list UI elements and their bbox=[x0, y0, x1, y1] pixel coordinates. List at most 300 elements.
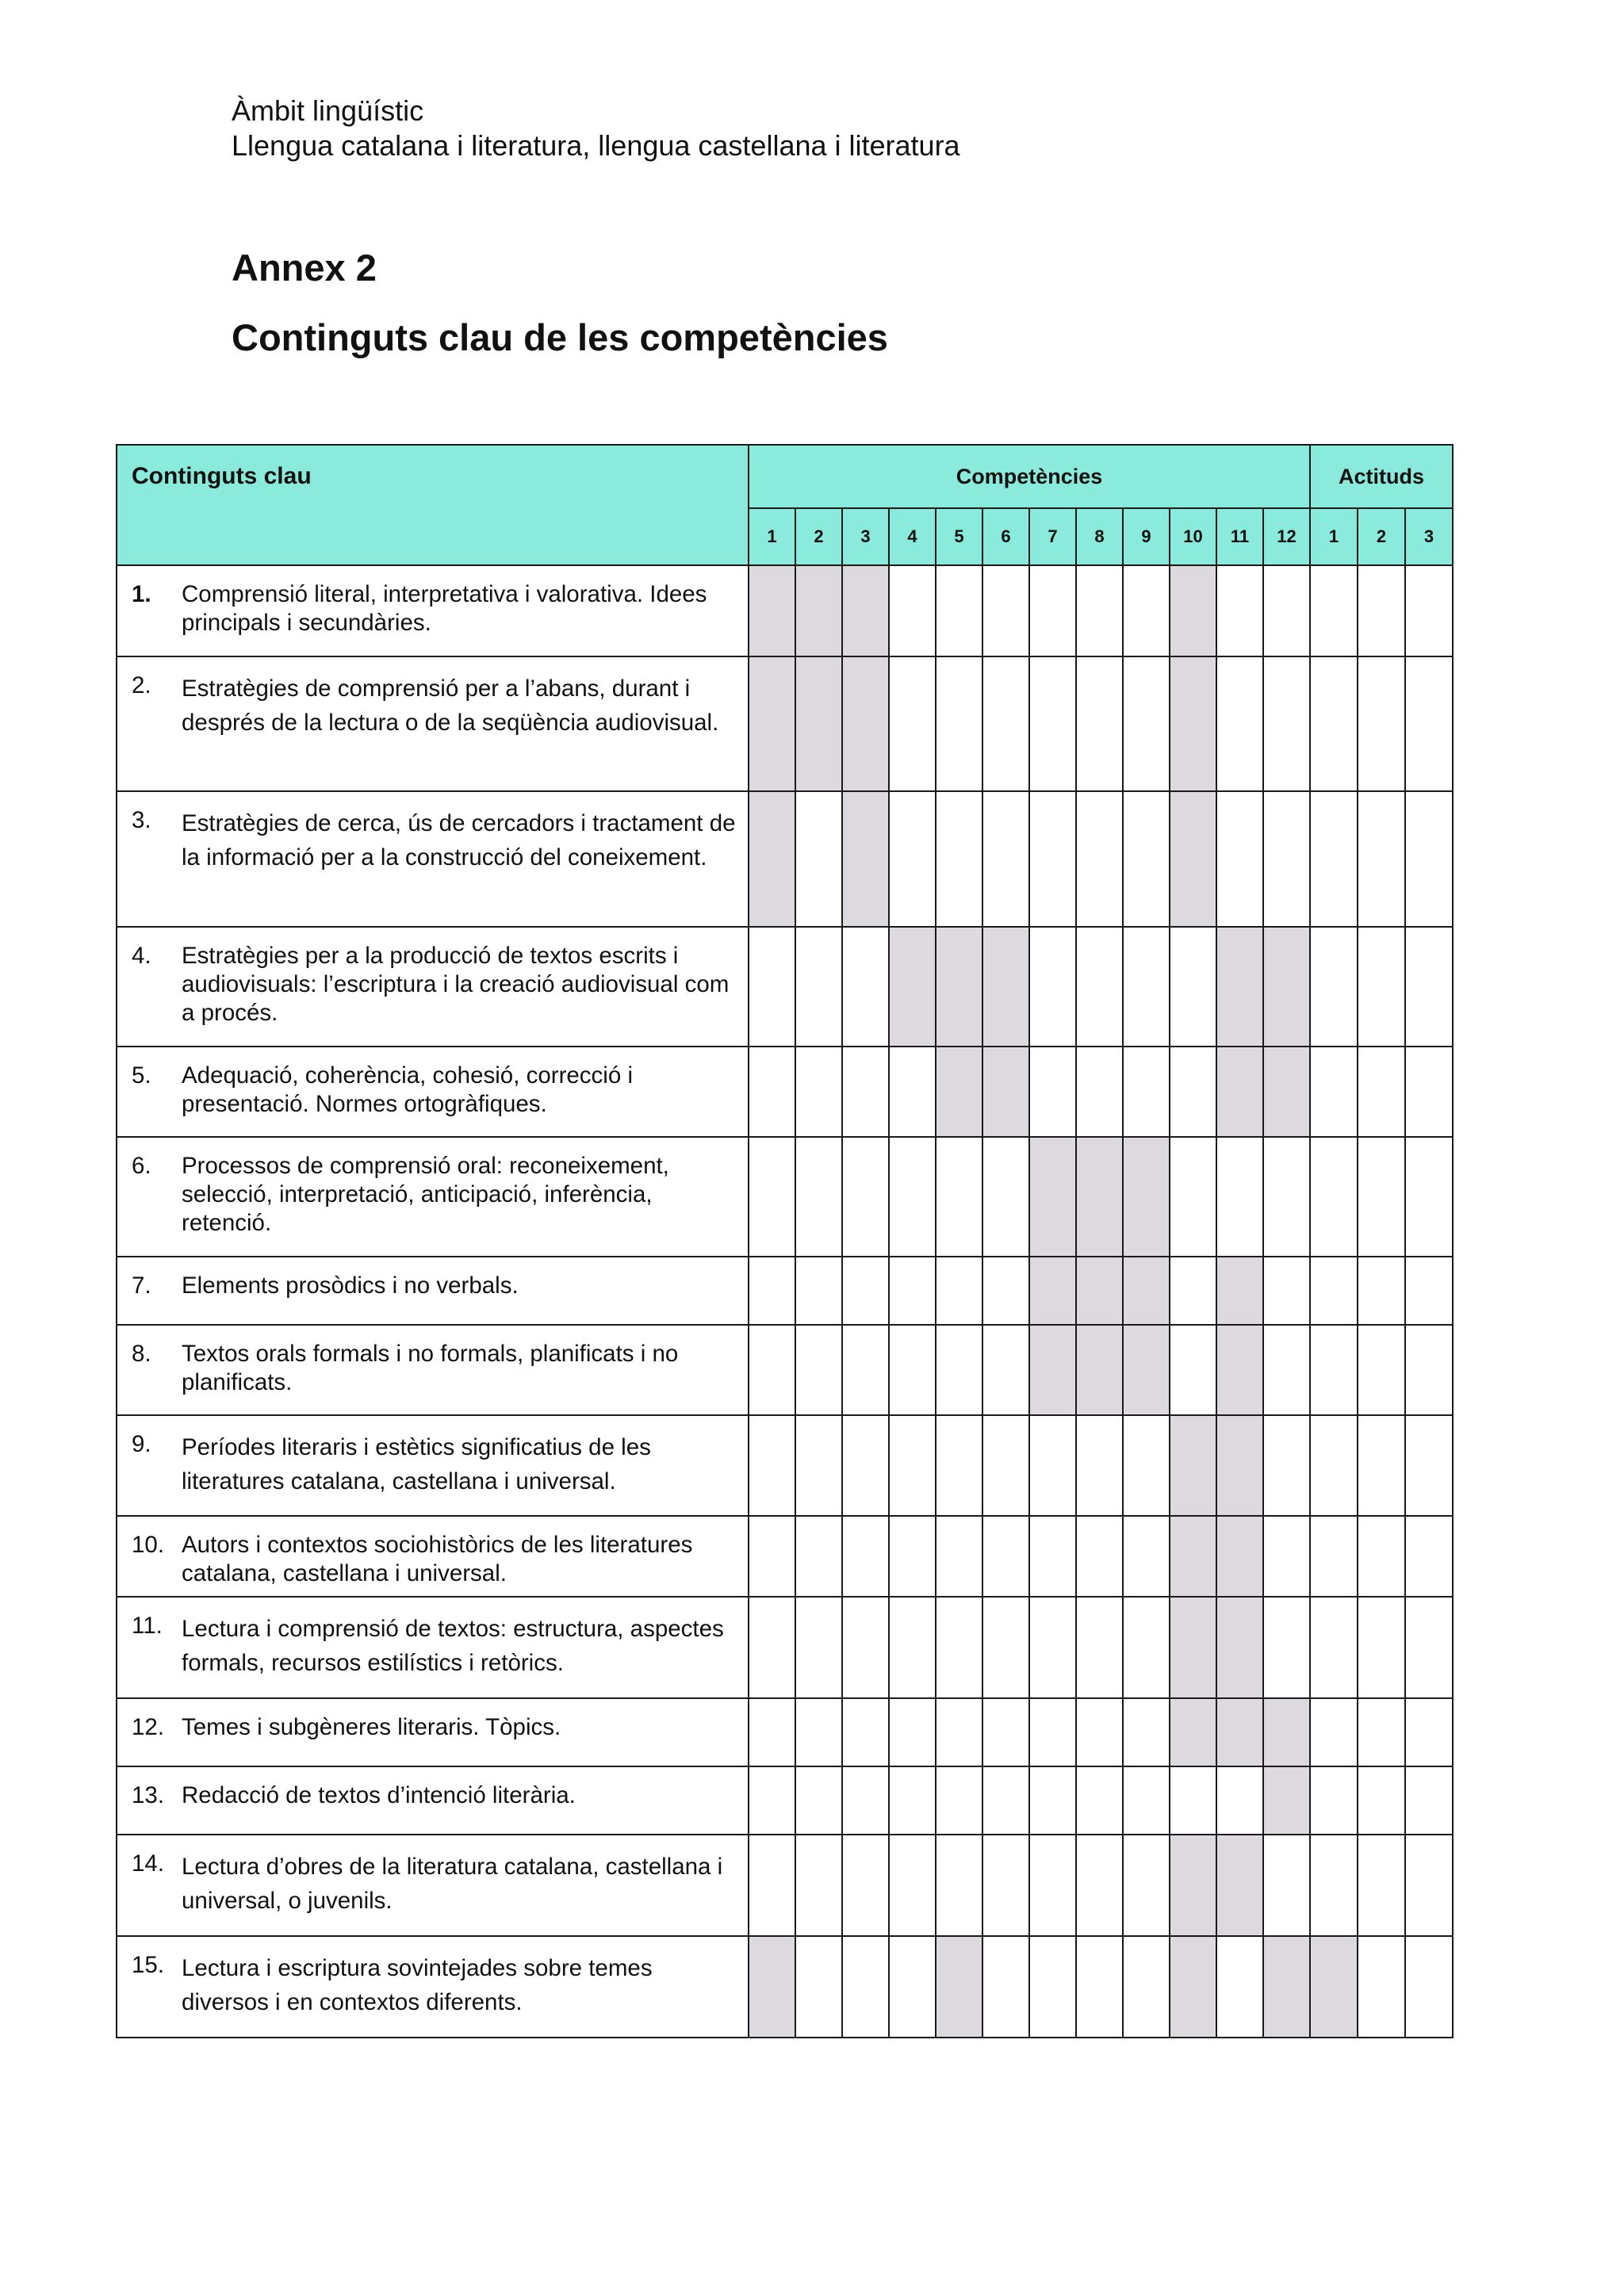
content-item-cell bbox=[117, 1597, 749, 1698]
competency-cell-empty bbox=[1029, 927, 1076, 1047]
competency-cell-empty bbox=[1216, 565, 1263, 656]
attitude-cell-empty bbox=[1405, 565, 1453, 656]
attitude-cell-empty bbox=[1358, 1047, 1405, 1137]
competency-cell-empty bbox=[1170, 1766, 1216, 1835]
competency-cell-empty bbox=[795, 927, 842, 1047]
competency-cell-marked bbox=[1029, 1137, 1076, 1257]
competency-cell-empty bbox=[1076, 1936, 1123, 2038]
competency-cell-marked bbox=[1216, 1516, 1263, 1597]
competency-cell-empty bbox=[889, 1766, 936, 1835]
attitude-cell-empty bbox=[1310, 1597, 1358, 1698]
competency-cell-empty bbox=[749, 1257, 795, 1325]
competency-number-header: 4 bbox=[889, 508, 936, 565]
competency-cell-marked bbox=[749, 1936, 795, 2038]
attitude-cell-empty bbox=[1310, 1835, 1358, 1936]
competency-cell-empty bbox=[1216, 1936, 1263, 2038]
competency-cell-marked bbox=[1170, 1936, 1216, 2038]
competency-cell-empty bbox=[749, 1597, 795, 1698]
competency-cell-empty bbox=[795, 1597, 842, 1698]
content-item-cell bbox=[117, 1257, 749, 1325]
competency-cell-empty bbox=[889, 791, 936, 927]
competency-cell-empty bbox=[889, 1047, 936, 1137]
competency-cell-empty bbox=[1123, 791, 1170, 927]
table-row bbox=[117, 1835, 1453, 1936]
attitude-cell-empty bbox=[1405, 1698, 1453, 1766]
competency-cell-empty bbox=[842, 927, 889, 1047]
competency-cell-empty bbox=[936, 791, 982, 927]
area-label: Àmbit lingüístic bbox=[232, 94, 424, 127]
competency-cell-marked bbox=[936, 1936, 982, 2038]
competency-cell-empty bbox=[936, 1766, 982, 1835]
competency-number-header: 3 bbox=[842, 508, 889, 565]
competency-cell-marked bbox=[1029, 1257, 1076, 1325]
content-item-cell bbox=[117, 791, 749, 927]
competency-cell-empty bbox=[1029, 565, 1076, 656]
competency-cell-empty bbox=[1076, 656, 1123, 791]
content-item-cell bbox=[117, 1766, 749, 1835]
item-number: 9. bbox=[132, 1431, 151, 1457]
competency-cell-empty bbox=[1170, 1047, 1216, 1137]
competency-cell-empty bbox=[1029, 1415, 1076, 1516]
competency-cell-empty bbox=[1216, 1766, 1263, 1835]
competency-cell-empty bbox=[1076, 1597, 1123, 1698]
competency-cell-empty bbox=[749, 1415, 795, 1516]
competency-cell-empty bbox=[749, 1698, 795, 1766]
item-text: Adequació, coherència, cohesió, correcció i presentació. Normes ortogràfiques. bbox=[182, 1062, 634, 1117]
table-body bbox=[117, 565, 1453, 2038]
competency-cell-empty bbox=[1029, 1516, 1076, 1597]
competency-cell-marked bbox=[842, 656, 889, 791]
attitude-cell-empty bbox=[1358, 1257, 1405, 1325]
attitude-cell-empty bbox=[1358, 1936, 1405, 2038]
competency-cell-empty bbox=[936, 565, 982, 656]
competency-cell-marked bbox=[1216, 1415, 1263, 1516]
content-item-cell bbox=[117, 1137, 749, 1257]
item-number: 3. bbox=[132, 807, 151, 833]
competency-cell-empty bbox=[982, 1516, 1029, 1597]
competency-cell-empty bbox=[982, 1597, 1029, 1698]
table-row bbox=[117, 1597, 1453, 1698]
competency-cell-empty bbox=[889, 1516, 936, 1597]
competency-cell-empty bbox=[982, 1325, 1029, 1415]
competency-cell-empty bbox=[889, 1698, 936, 1766]
competency-cell-empty bbox=[749, 1047, 795, 1137]
competency-cell-marked bbox=[1170, 1415, 1216, 1516]
competency-cell-marked bbox=[1216, 1047, 1263, 1137]
competency-cell-empty bbox=[1216, 791, 1263, 927]
attitude-cell-empty bbox=[1310, 1257, 1358, 1325]
competencies-header: Competències bbox=[749, 445, 1310, 508]
competency-cell-empty bbox=[795, 1698, 842, 1766]
competency-cell-empty bbox=[1123, 1766, 1170, 1835]
attitude-cell-empty bbox=[1358, 1415, 1405, 1516]
competency-cell-marked bbox=[749, 656, 795, 791]
attitude-cell-empty bbox=[1405, 1047, 1453, 1137]
competency-cell-empty bbox=[842, 1047, 889, 1137]
competency-cell-empty bbox=[982, 656, 1029, 791]
competency-cell-empty bbox=[889, 1936, 936, 2038]
item-number: 4. bbox=[132, 943, 151, 969]
competency-cell-empty bbox=[1170, 1137, 1216, 1257]
attitude-cell-empty bbox=[1358, 1137, 1405, 1257]
competency-cell-marked bbox=[1029, 1325, 1076, 1415]
competency-cell-marked bbox=[1263, 1698, 1310, 1766]
attitude-cell-empty bbox=[1405, 1936, 1453, 2038]
item-text: Textos orals formals i no formals, planificats i no planificats. bbox=[182, 1341, 679, 1395]
competency-cell-empty bbox=[889, 1257, 936, 1325]
competency-cell-empty bbox=[982, 1698, 1029, 1766]
attitude-cell-empty bbox=[1310, 1698, 1358, 1766]
table-row bbox=[117, 565, 1453, 656]
competency-cell-empty bbox=[1123, 1047, 1170, 1137]
attitude-cell-empty bbox=[1358, 1698, 1405, 1766]
competency-number-header: 6 bbox=[982, 508, 1029, 565]
competency-cell-empty bbox=[1076, 927, 1123, 1047]
attitude-cell-empty bbox=[1405, 927, 1453, 1047]
item-text: Lectura i escriptura sovintejades sobre temes diversos i en contextos diferents. bbox=[182, 1955, 653, 2015]
item-number: 5. bbox=[132, 1062, 151, 1089]
competency-cell-marked bbox=[1216, 1325, 1263, 1415]
competency-cell-empty bbox=[1123, 565, 1170, 656]
competency-cell-empty bbox=[795, 1047, 842, 1137]
competency-cell-empty bbox=[936, 1137, 982, 1257]
competency-cell-marked bbox=[1123, 1325, 1170, 1415]
attitude-cell-empty bbox=[1405, 1257, 1453, 1325]
competency-cell-empty bbox=[1076, 1415, 1123, 1516]
competency-cell-marked bbox=[795, 656, 842, 791]
competency-cell-empty bbox=[889, 1137, 936, 1257]
competency-cell-empty bbox=[1029, 1936, 1076, 2038]
competency-cell-empty bbox=[1123, 1835, 1170, 1936]
table-row bbox=[117, 1698, 1453, 1766]
competency-cell-marked bbox=[1216, 1835, 1263, 1936]
competency-cell-empty bbox=[1029, 1835, 1076, 1936]
competency-cell-marked bbox=[1216, 1257, 1263, 1325]
competency-cell-empty bbox=[1076, 791, 1123, 927]
competency-cell-marked bbox=[1263, 1047, 1310, 1137]
item-text: Lectura d’obres de la literatura catalana, castellana i universal, o juvenils. bbox=[182, 1854, 723, 1914]
competency-number-header: 5 bbox=[936, 508, 982, 565]
competency-cell-marked bbox=[1076, 1137, 1123, 1257]
competency-cell-empty bbox=[936, 1516, 982, 1597]
attitude-cell-empty bbox=[1358, 1766, 1405, 1835]
attitude-cell-empty bbox=[1358, 565, 1405, 656]
competency-cell-marked bbox=[1170, 656, 1216, 791]
competency-number-header: 12 bbox=[1263, 508, 1310, 565]
competency-cell-empty bbox=[982, 1415, 1029, 1516]
table-row bbox=[117, 1936, 1453, 2038]
content-item-cell bbox=[117, 565, 749, 656]
competency-cell-empty bbox=[842, 1766, 889, 1835]
competency-cell-marked bbox=[1263, 1936, 1310, 2038]
content-item-cell bbox=[117, 1047, 749, 1137]
table-row bbox=[117, 927, 1453, 1047]
competency-cell-empty bbox=[889, 565, 936, 656]
item-number: 15. bbox=[132, 1952, 165, 1978]
competency-cell-empty bbox=[842, 1698, 889, 1766]
attitude-cell-empty bbox=[1405, 1415, 1453, 1516]
attitude-cell-empty bbox=[1310, 1047, 1358, 1137]
item-number: 8. bbox=[132, 1341, 151, 1367]
attitude-cell-empty bbox=[1405, 1325, 1453, 1415]
page-title: Continguts clau de les competències bbox=[232, 316, 888, 358]
competency-cell-empty bbox=[889, 1597, 936, 1698]
competency-cell-empty bbox=[982, 1766, 1029, 1835]
competency-cell-empty bbox=[1076, 1766, 1123, 1835]
item-number: 1. bbox=[132, 581, 151, 607]
content-item-cell bbox=[117, 1936, 749, 2038]
table-row bbox=[117, 1257, 1453, 1325]
competency-cell-marked bbox=[1123, 1257, 1170, 1325]
competency-cell-empty bbox=[982, 1835, 1029, 1936]
competency-cell-marked bbox=[1076, 1325, 1123, 1415]
competency-cell-empty bbox=[982, 791, 1029, 927]
attitude-cell-empty bbox=[1358, 791, 1405, 927]
competency-cell-empty bbox=[842, 1325, 889, 1415]
table-row bbox=[117, 656, 1453, 791]
competency-cell-empty bbox=[842, 1137, 889, 1257]
item-number: 12. bbox=[132, 1714, 165, 1740]
attitude-cell-empty bbox=[1405, 1137, 1453, 1257]
competency-cell-empty bbox=[889, 1835, 936, 1936]
attitude-cell-empty bbox=[1310, 1766, 1358, 1835]
item-text: Lectura i comprensió de textos: estructura, aspectes formals, recursos estilístics i retòrics. bbox=[182, 1616, 724, 1676]
competency-cell-marked bbox=[1170, 1597, 1216, 1698]
attitude-cell-empty bbox=[1405, 1597, 1453, 1698]
competency-cell-empty bbox=[1123, 1597, 1170, 1698]
competency-cell-marked bbox=[1216, 1698, 1263, 1766]
item-number: 2. bbox=[132, 672, 151, 698]
competency-cell-empty bbox=[1123, 656, 1170, 791]
competency-cell-empty bbox=[1029, 1766, 1076, 1835]
col-title-header: Continguts clau bbox=[117, 445, 749, 565]
content-item-cell bbox=[117, 1325, 749, 1415]
competency-cell-empty bbox=[1170, 1257, 1216, 1325]
attitude-cell-empty bbox=[1310, 1516, 1358, 1597]
competency-cell-marked bbox=[1123, 1137, 1170, 1257]
attitude-cell-empty bbox=[1358, 1325, 1405, 1415]
competency-cell-marked bbox=[1216, 1597, 1263, 1698]
competency-cell-empty bbox=[1123, 1698, 1170, 1766]
item-text: Elements prosòdics i no verbals. bbox=[182, 1272, 519, 1299]
item-number: 13. bbox=[132, 1782, 165, 1808]
competency-cell-empty bbox=[795, 1325, 842, 1415]
attitude-cell-empty bbox=[1310, 656, 1358, 791]
competency-cell-empty bbox=[889, 1415, 936, 1516]
competency-cell-empty bbox=[1263, 656, 1310, 791]
competency-cell-marked bbox=[982, 1047, 1029, 1137]
competency-cell-marked bbox=[1263, 927, 1310, 1047]
attitude-cell-empty bbox=[1405, 791, 1453, 927]
table-row bbox=[117, 1325, 1453, 1415]
competency-cell-empty bbox=[936, 1325, 982, 1415]
competency-cell-empty bbox=[1263, 1325, 1310, 1415]
attitude-cell-empty bbox=[1310, 927, 1358, 1047]
attitude-cell-empty bbox=[1358, 656, 1405, 791]
competency-cell-marked bbox=[982, 927, 1029, 1047]
table-row bbox=[117, 1047, 1453, 1137]
item-text: Temes i subgèneres literaris. Tòpics. bbox=[182, 1714, 561, 1740]
attitude-cell-empty bbox=[1358, 1516, 1405, 1597]
competency-cell-empty bbox=[749, 1516, 795, 1597]
competency-cell-empty bbox=[749, 1766, 795, 1835]
competency-cell-empty bbox=[749, 1325, 795, 1415]
competency-cell-empty bbox=[1123, 1415, 1170, 1516]
competency-number-header: 7 bbox=[1029, 508, 1076, 565]
competency-number-header: 2 bbox=[795, 508, 842, 565]
competency-cell-marked bbox=[936, 927, 982, 1047]
attitude-cell-empty bbox=[1405, 1835, 1453, 1936]
competency-cell-empty bbox=[1123, 1516, 1170, 1597]
competency-cell-empty bbox=[749, 1137, 795, 1257]
document-header bbox=[232, 94, 960, 163]
item-number: 6. bbox=[132, 1153, 151, 1179]
competency-cell-empty bbox=[1123, 927, 1170, 1047]
attitudes-header: Actituds bbox=[1310, 445, 1453, 508]
competency-cell-empty bbox=[1076, 565, 1123, 656]
competency-cell-marked bbox=[749, 565, 795, 656]
competency-cell-marked bbox=[1170, 1835, 1216, 1936]
competency-cell-empty bbox=[795, 791, 842, 927]
competency-cell-marked bbox=[889, 927, 936, 1047]
competency-cell-empty bbox=[842, 1415, 889, 1516]
competency-cell-empty bbox=[1216, 1137, 1263, 1257]
attitude-number-header: 2 bbox=[1358, 508, 1405, 565]
attitude-number-header: 1 bbox=[1310, 508, 1358, 565]
competency-cell-empty bbox=[936, 1698, 982, 1766]
competency-number-header: 9 bbox=[1123, 508, 1170, 565]
competency-cell-empty bbox=[1263, 1137, 1310, 1257]
competency-cell-empty bbox=[889, 1325, 936, 1415]
competency-cell-empty bbox=[1076, 1047, 1123, 1137]
competency-cell-empty bbox=[1263, 791, 1310, 927]
table-row bbox=[117, 791, 1453, 927]
competency-cell-empty bbox=[1029, 656, 1076, 791]
content-item-cell bbox=[117, 1415, 749, 1516]
item-text: Comprensió literal, interpretativa i valorativa. Idees principals i secundàries. bbox=[182, 581, 707, 636]
competency-cell-empty bbox=[1123, 1936, 1170, 2038]
competency-cell-empty bbox=[1029, 1698, 1076, 1766]
competency-cell-empty bbox=[936, 1257, 982, 1325]
competency-cell-empty bbox=[795, 1835, 842, 1936]
table-row bbox=[117, 1415, 1453, 1516]
competency-cell-empty bbox=[982, 565, 1029, 656]
competency-cell-empty bbox=[982, 1936, 1029, 2038]
competency-cell-marked bbox=[1076, 1257, 1123, 1325]
annex-title: Annex 2 bbox=[232, 247, 377, 289]
item-text: Processos de comprensió oral: reconeixement, selecció, interpretació, anticipació, inferència, retenció. bbox=[182, 1153, 669, 1236]
competency-cell-empty bbox=[936, 656, 982, 791]
item-text: Estratègies de comprensió per a l’abans, durant i després de la lectura o de la seqüència audiovisual. bbox=[182, 675, 719, 736]
content-item-cell bbox=[117, 1516, 749, 1597]
attitude-cell-empty bbox=[1405, 1766, 1453, 1835]
competency-cell-empty bbox=[1029, 791, 1076, 927]
competency-number-header: 10 bbox=[1170, 508, 1216, 565]
competency-cell-empty bbox=[936, 1835, 982, 1936]
attitude-cell-empty bbox=[1358, 1597, 1405, 1698]
competency-cell-marked bbox=[1170, 1516, 1216, 1597]
competency-cell-empty bbox=[1170, 927, 1216, 1047]
attitude-cell-empty bbox=[1358, 927, 1405, 1047]
competency-cell-marked bbox=[795, 565, 842, 656]
competency-cell-empty bbox=[842, 1516, 889, 1597]
item-number: 10. bbox=[132, 1532, 165, 1558]
competency-cell-empty bbox=[842, 1936, 889, 2038]
competency-cell-marked bbox=[749, 791, 795, 927]
attitude-cell-marked bbox=[1310, 1936, 1358, 2038]
competency-cell-empty bbox=[795, 1516, 842, 1597]
content-item-cell bbox=[117, 656, 749, 791]
competency-cell-empty bbox=[842, 1257, 889, 1325]
competency-cell-marked bbox=[936, 1047, 982, 1137]
attitude-cell-empty bbox=[1310, 791, 1358, 927]
item-text: Estratègies per a la producció de textos escrits i audiovisuals: l’escriptura i la creació audiovisual com a procés. bbox=[182, 943, 730, 1026]
competency-cell-empty bbox=[749, 1835, 795, 1936]
competency-cell-empty bbox=[1216, 656, 1263, 791]
content-item-cell bbox=[117, 1835, 749, 1936]
competency-cell-empty bbox=[842, 1835, 889, 1936]
competency-cell-empty bbox=[1263, 1597, 1310, 1698]
competency-cell-marked bbox=[842, 565, 889, 656]
competency-cell-empty bbox=[1263, 1415, 1310, 1516]
competency-number-header: 1 bbox=[749, 508, 795, 565]
content-item-cell bbox=[117, 1698, 749, 1766]
competency-cell-empty bbox=[982, 1257, 1029, 1325]
competency-cell-marked bbox=[1170, 565, 1216, 656]
competency-cell-empty bbox=[1263, 1835, 1310, 1936]
competency-cell-empty bbox=[1263, 1516, 1310, 1597]
competency-cell-empty bbox=[936, 1415, 982, 1516]
competency-cell-marked bbox=[842, 791, 889, 927]
competency-cell-marked bbox=[1170, 791, 1216, 927]
competency-cell-empty bbox=[749, 927, 795, 1047]
competency-cell-empty bbox=[795, 1936, 842, 2038]
attitude-cell-empty bbox=[1310, 1137, 1358, 1257]
item-number: 14. bbox=[132, 1850, 165, 1877]
competency-cell-marked bbox=[1216, 927, 1263, 1047]
attitude-cell-empty bbox=[1405, 1516, 1453, 1597]
competency-number-header: 11 bbox=[1216, 508, 1263, 565]
competency-cell-empty bbox=[936, 1597, 982, 1698]
item-number: 7. bbox=[132, 1272, 151, 1299]
item-number: 11. bbox=[132, 1613, 163, 1639]
competency-cell-empty bbox=[795, 1137, 842, 1257]
competency-cell-marked bbox=[1170, 1698, 1216, 1766]
competency-cell-empty bbox=[1263, 565, 1310, 656]
attitude-number-header: 3 bbox=[1405, 508, 1453, 565]
item-text: Estratègies de cerca, ús de cercadors i tractament de la informació per a la construcció del coneixement. bbox=[182, 810, 736, 871]
item-text: Redacció de textos d’intenció literària. bbox=[182, 1782, 576, 1808]
competency-number-header: 8 bbox=[1076, 508, 1123, 565]
item-text: Períodes literaris i estètics significatius de les literatures catalana, castellana i universal. bbox=[182, 1434, 651, 1494]
competency-cell-empty bbox=[1076, 1516, 1123, 1597]
table-row bbox=[117, 1516, 1453, 1597]
table-row bbox=[117, 1137, 1453, 1257]
competency-cell-empty bbox=[842, 1597, 889, 1698]
attitude-cell-empty bbox=[1310, 1415, 1358, 1516]
competency-cell-empty bbox=[1076, 1835, 1123, 1936]
competency-cell-empty bbox=[1076, 1698, 1123, 1766]
content-item-cell bbox=[117, 927, 749, 1047]
attitude-cell-empty bbox=[1310, 565, 1358, 656]
table-row bbox=[117, 1766, 1453, 1835]
attitude-cell-empty bbox=[1405, 656, 1453, 791]
competency-cell-empty bbox=[795, 1766, 842, 1835]
competency-cell-empty bbox=[1029, 1597, 1076, 1698]
competency-cell-empty bbox=[1263, 1257, 1310, 1325]
subjects-label: Llengua catalana i literatura, llengua castellana i literatura bbox=[232, 129, 960, 162]
competency-cell-marked bbox=[1263, 1766, 1310, 1835]
